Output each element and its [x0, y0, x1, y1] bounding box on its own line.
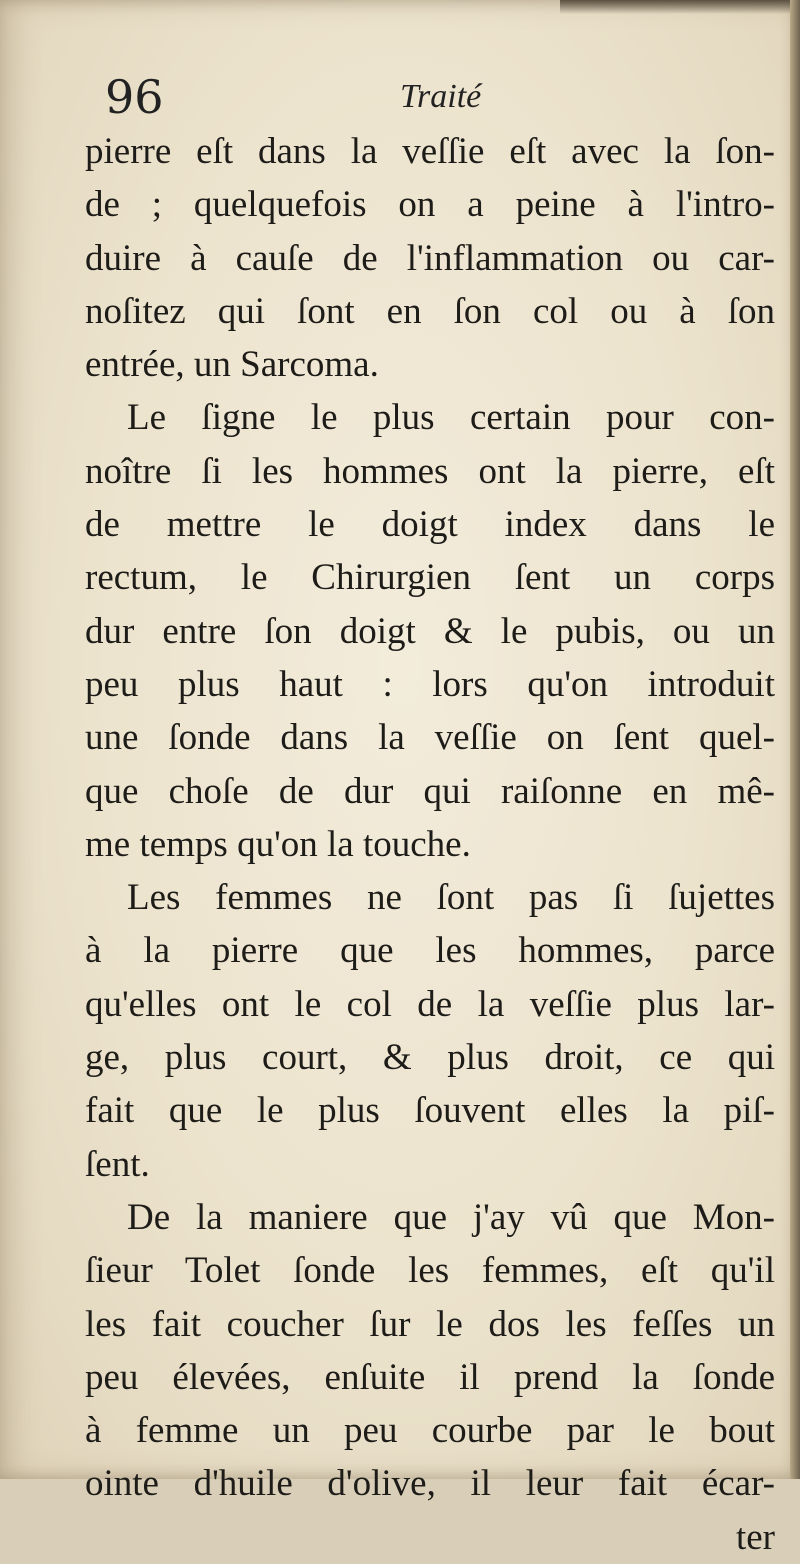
page-number: 96 [105, 70, 164, 124]
paragraph-start-line: Le ſigne le plus certain pour con- [127, 397, 775, 439]
body-text [85, 125, 775, 1564]
text-line: à la pierre que les hommes, parce [85, 930, 775, 972]
text-line: me temps qu'on la touche. [85, 823, 471, 865]
text-line: ſieur Tolet ſonde les femmes, eſt qu'il [85, 1250, 775, 1292]
text-line: entrée, un Sarcoma. [85, 344, 379, 386]
text-line: peu plus haut : lors qu'on introduit [85, 663, 775, 705]
text-line: qu'elles ont le col de la veſſie plus lar- [85, 983, 775, 1025]
text-line: que choſe de dur qui raiſonne en mê- [85, 770, 775, 812]
page-top-shadow [560, 0, 800, 14]
text-line: ointe d'huile d'olive, il leur fait écar- [85, 1463, 775, 1505]
paragraph-start-line: De la maniere que j'ay vû que Mon- [127, 1196, 775, 1238]
catchword: ter [735, 1516, 775, 1558]
text-line: de ; quelquefois on a peine à l'intro- [85, 184, 775, 226]
text-line: duire à cauſe de l'inflammation ou car- [85, 237, 775, 279]
text-line: les fait coucher ſur le dos les feſſes un [85, 1303, 775, 1345]
text-line: ſent. [85, 1143, 150, 1185]
text-line: pierre eſt dans la veſſie eſt avec la ſon- [85, 131, 775, 172]
text-line: dur entre ſon doigt & le pubis, ou un [85, 610, 775, 652]
text-line: peu élevées, enſuite il prend la ſonde [85, 1356, 775, 1398]
text-line: de mettre le doigt index dans le [85, 504, 775, 546]
page-edge [790, 0, 800, 1479]
text-line: ge, plus court, & plus droit, ce qui [85, 1037, 775, 1079]
page-header [105, 70, 765, 130]
text-line: à femme un peu courbe par le bout [85, 1410, 775, 1452]
paragraph-start-line: Les femmes ne ſont pas ſi ſujettes [127, 877, 775, 919]
text-line: rectum, le Chirurgien ſent un corps [85, 557, 775, 599]
text-line: noître ſi les hommes ont la pierre, eſt [85, 450, 775, 492]
text-line: une ſonde dans la veſſie on ſent quel- [85, 717, 775, 759]
text-line: fait que le plus ſouvent elles la piſ- [85, 1090, 775, 1132]
running-title: Traité [400, 78, 482, 115]
text-line: noſitez qui ſont en ſon col ou à ſon [85, 290, 775, 332]
